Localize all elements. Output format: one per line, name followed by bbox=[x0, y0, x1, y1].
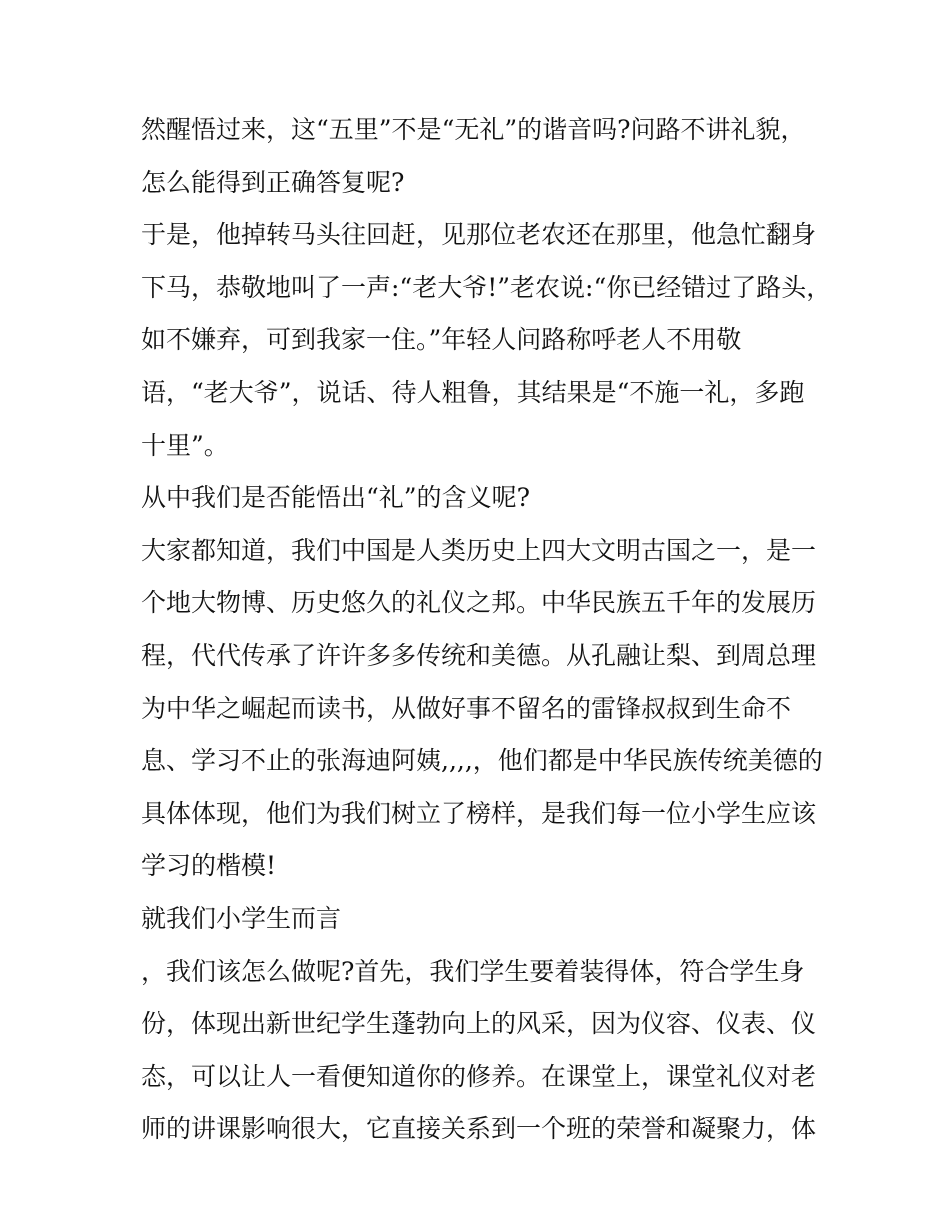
text-line: 师的讲课影响很大，它直接关系到一个班的荣誉和凝聚力，体 bbox=[141, 1114, 817, 1144]
text-line: 从中我们是否能悟出“礼”的含义呢? bbox=[141, 483, 530, 513]
text-line: 大家都知道，我们中国是人类历史上四大文明古国之一，是一 bbox=[141, 535, 817, 565]
text-line: 学习的楷模! bbox=[141, 851, 277, 881]
text-line: 于是，他掉转马头往回赶，见那位老农还在那里，他急忙翻身 bbox=[141, 220, 817, 250]
text-line: 如不嫌弃，可到我家一住。”年轻人问路称呼老人不用敬 bbox=[141, 325, 742, 355]
body-text bbox=[141, 104, 832, 1156]
text-line: 个地大物博、历史悠久的礼仪之邦。中华民族五千年的发展历 bbox=[141, 588, 817, 618]
text-line: 具体体现，他们为我们树立了榜样，是我们每一位小学生应该 bbox=[141, 798, 817, 828]
text-line: 怎么能得到正确答复呢? bbox=[141, 167, 405, 197]
text-line: 为中华之崛起而读书，从做好事不留名的雷锋叔叔到生命不 bbox=[141, 693, 792, 723]
text-line: 就我们小学生而言 bbox=[141, 903, 342, 933]
text-line: 语，“老大爷”，说话、待人粗鲁，其结果是“不施一礼，多跑 bbox=[141, 377, 805, 407]
text-line: 十里”。 bbox=[141, 430, 229, 460]
text-line: 份，体现出新世纪学生蓬勃向上的风采，因为仪容、仪表、仪 bbox=[141, 1009, 817, 1039]
text-line: 息、学习不止的张海迪阿姨,,,,，他们都是中华民族传统美德的 bbox=[141, 746, 823, 776]
text-line: 程，代代传承了许许多多传统和美德。从孔融让梨、到周总理 bbox=[141, 640, 817, 670]
text-line: 然醒悟过来，这“五里”不是“无礼”的谐音吗?问路不讲礼貌， bbox=[141, 115, 806, 144]
text-line: ，我们该怎么做呢?首先，我们学生要着装得体，符合学生身 bbox=[141, 956, 805, 986]
text-line: 下马，恭敬地叫了一声:“老大爷!”老农说:“你已经错过了路头， bbox=[141, 272, 832, 302]
text-line: 态，可以让人一看便知道你的修养。在课堂上，课堂礼仪对老 bbox=[141, 1061, 817, 1091]
